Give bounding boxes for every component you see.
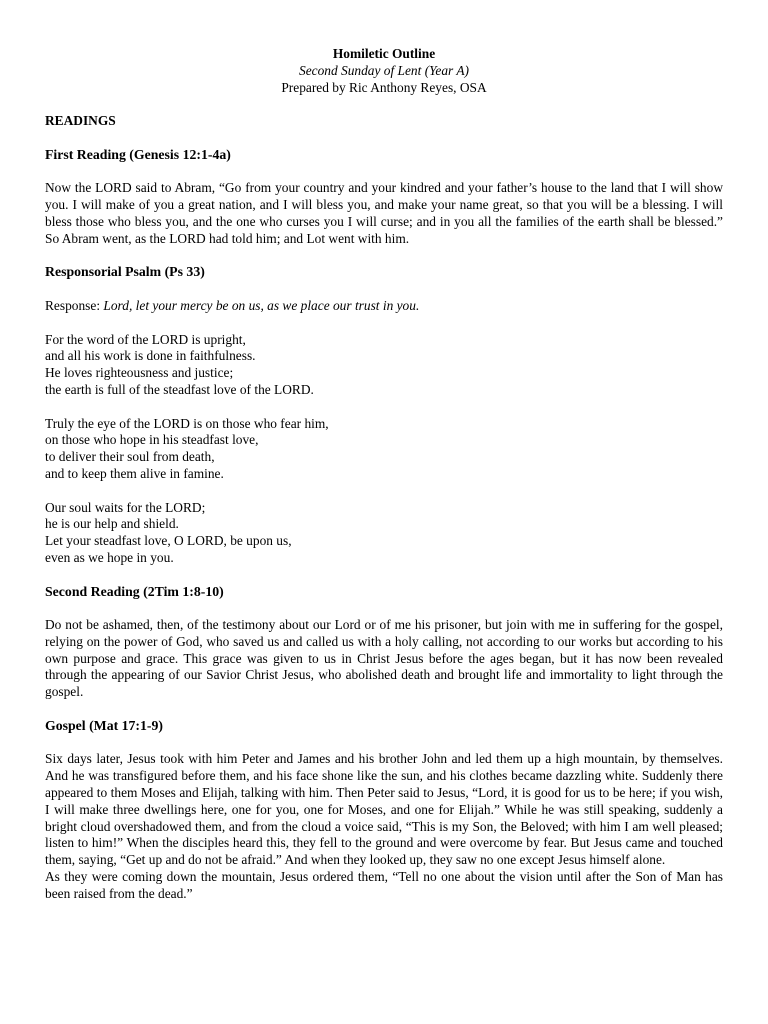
psalm-line: Let your steadfast love, O LORD, be upon us, [45, 533, 292, 549]
psalm-line: Truly the eye of the LORD is on those who fear him, [45, 415, 329, 431]
document-page [45, 46, 723, 903]
document-title: Homiletic Outline [332, 46, 436, 61]
psalm-line: he is our help and shield. [45, 516, 179, 532]
psalm-line: He loves righteousness and justice; [45, 365, 234, 381]
first-reading-text: Now the LORD said to Abram, “Go from your country and your kindred and your father’s house to the land that I will show you. I will make of you a great nation, and I will bless you, and make your name great, so that you will be a blessing. I will bless those who bless you, and the one who curses you I will curse; and in you all the families of the earth shall be blessed.” So Abram went, as the LORD had told him; and Lot went with him. [45, 180, 723, 246]
second-reading-heading: Second Reading (2Tim 1:8-10) [45, 583, 224, 599]
psalm-line: on those who hope in his steadfast love, [45, 432, 259, 448]
gospel-paragraph: Six days later, Jesus took with him Peter and James and his brother John and led them up a high mountain, by themselves. And he was transfigured before them, and his face shone like the sun, and his clothes became dazzling white. Suddenly there appeared to them Moses and Elijah, talking with him. Then Peter said to Jesus, “Lord, it is good for us to be here; if you wish, I will make three dwellings here, one for you, one for Moses, and one for Elijah.” While he was still speaking, suddenly a bright cloud overshadowed them, and from the cloud a voice said, “This is my Son, the Beloved; with him I am well pleased; listen to him!” When the disciples heard this, they fell to the ground and were overcome by fear. But Jesus came and touched them, saying, “Get up and do not be afraid.” And when they looked up, they saw no one except Jesus himself alone. [45, 751, 723, 868]
psalm-stanza [45, 332, 723, 399]
first-reading-heading: First Reading (Genesis 12:1-4a) [45, 146, 231, 162]
gospel-body [45, 751, 723, 902]
psalm-stanza [45, 416, 723, 483]
psalm-stanza [45, 500, 723, 567]
psalm-line: Our soul waits for the LORD; [45, 499, 206, 515]
document-subtitle: Second Sunday of Lent (Year A) [299, 62, 469, 78]
psalm-line: For the word of the LORD is upright, [45, 331, 246, 347]
document-author: Prepared by Ric Anthony Reyes, OSA [281, 79, 487, 95]
second-reading-text: Do not be ashamed, then, of the testimony about our Lord or of me his prisoner, but join with me in suffering for the gospel, relying on the power of God, who saved us and called us with a holy calling, not according to our works but according to his own purpose and grace. This grace was given to us in Christ Jesus before the ages began, but it has now been revealed through the appearing of our Savior Christ Jesus, who abolished death and brought life and immortality to light through the gospel. [45, 617, 723, 700]
response-text: Lord, let your mercy be on us, as we place our trust in you. [103, 297, 420, 313]
psalm-response [45, 298, 723, 315]
psalm-line: and all his work is done in faithfulness. [45, 348, 256, 364]
psalm-line: to deliver their soul from death, [45, 449, 215, 465]
psalm-line: and to keep them alive in famine. [45, 465, 224, 481]
psalm-line: even as we hope in you. [45, 549, 174, 565]
response-label: Response: [45, 297, 101, 313]
document-header [45, 46, 723, 96]
readings-heading: READINGS [45, 113, 116, 129]
psalm-line: the earth is full of the steadfast love of the LORD. [45, 381, 314, 397]
gospel-heading: Gospel (Mat 17:1-9) [45, 717, 164, 733]
gospel-paragraph: As they were coming down the mountain, Jesus ordered them, “Tell no one about the vision until after the Son of Man has been raised from the dead.” [45, 869, 723, 901]
psalm-heading: Responsorial Psalm (Ps 33) [45, 264, 205, 280]
